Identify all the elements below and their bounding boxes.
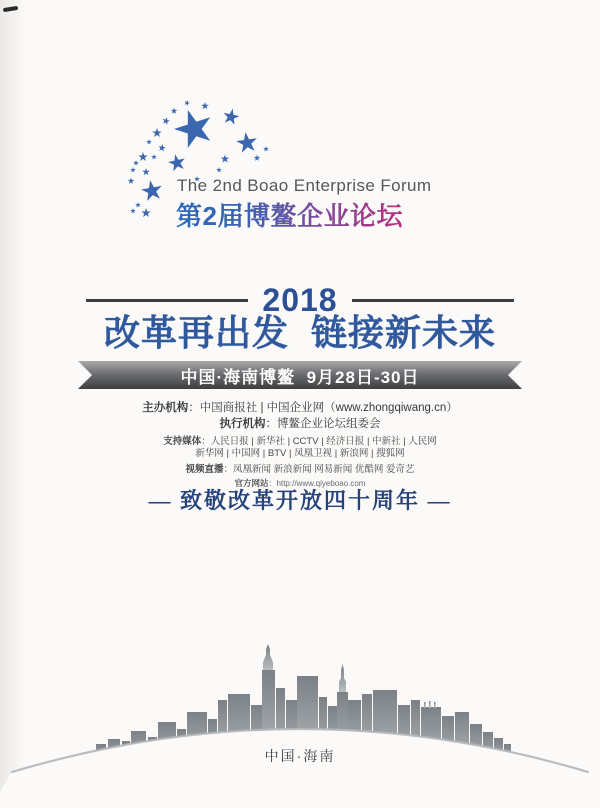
media-value-2: 新华网 | 中国网 | BTV | 凤凰卫视 | 新浪网 | 搜狐网 (195, 448, 405, 459)
exec-line (0, 417, 600, 432)
footer-location: 中国·海南 (264, 748, 336, 764)
venue-ribbon (78, 361, 522, 389)
media-label: 支持媒体 (163, 436, 202, 447)
organizer-info (0, 401, 600, 489)
tribute-line: — 致敬改革开放四十周年 — (148, 488, 452, 513)
live-line (0, 464, 600, 476)
host-line (0, 401, 600, 416)
site-label: 官方网站 (234, 478, 269, 488)
live-label: 视频直播 (185, 464, 224, 475)
forum-title-en: The 2nd Boao Enterprise Forum (177, 176, 432, 195)
right-rule-line (352, 299, 514, 302)
left-rule-line (86, 299, 248, 302)
year-text: 2018 (262, 282, 338, 318)
exec-value: ：博鳌企业论坛组委会 (265, 418, 381, 430)
exec-label: 执行机构 (219, 418, 266, 430)
media-line-1 (0, 436, 600, 448)
media-line-2 (0, 448, 600, 460)
forum-title-cn: 第2届博鳌企业论坛 (176, 196, 403, 233)
venue-date-text: 中国·海南博鳌 9月28日-30日 (180, 367, 420, 387)
main-headline: 改革再出发 链接新未来 (103, 312, 496, 353)
media-value-1: ：人民日报 | 新华社 | CCTV | 经济日报 | 中新社 | 人民网 (201, 436, 437, 447)
host-label: 主办机构 (142, 402, 189, 414)
site-value: ：http://www.qiyeboao.com (268, 479, 366, 488)
city-skyline-graphic (0, 628, 600, 808)
live-value: ：凤凰新闻 新浪新闻 网易新闻 优酷网 爱奇艺 (223, 464, 415, 475)
host-value: ：中国商报社 | 中国企业网（www.zhongqiwang.cn） (188, 402, 458, 414)
